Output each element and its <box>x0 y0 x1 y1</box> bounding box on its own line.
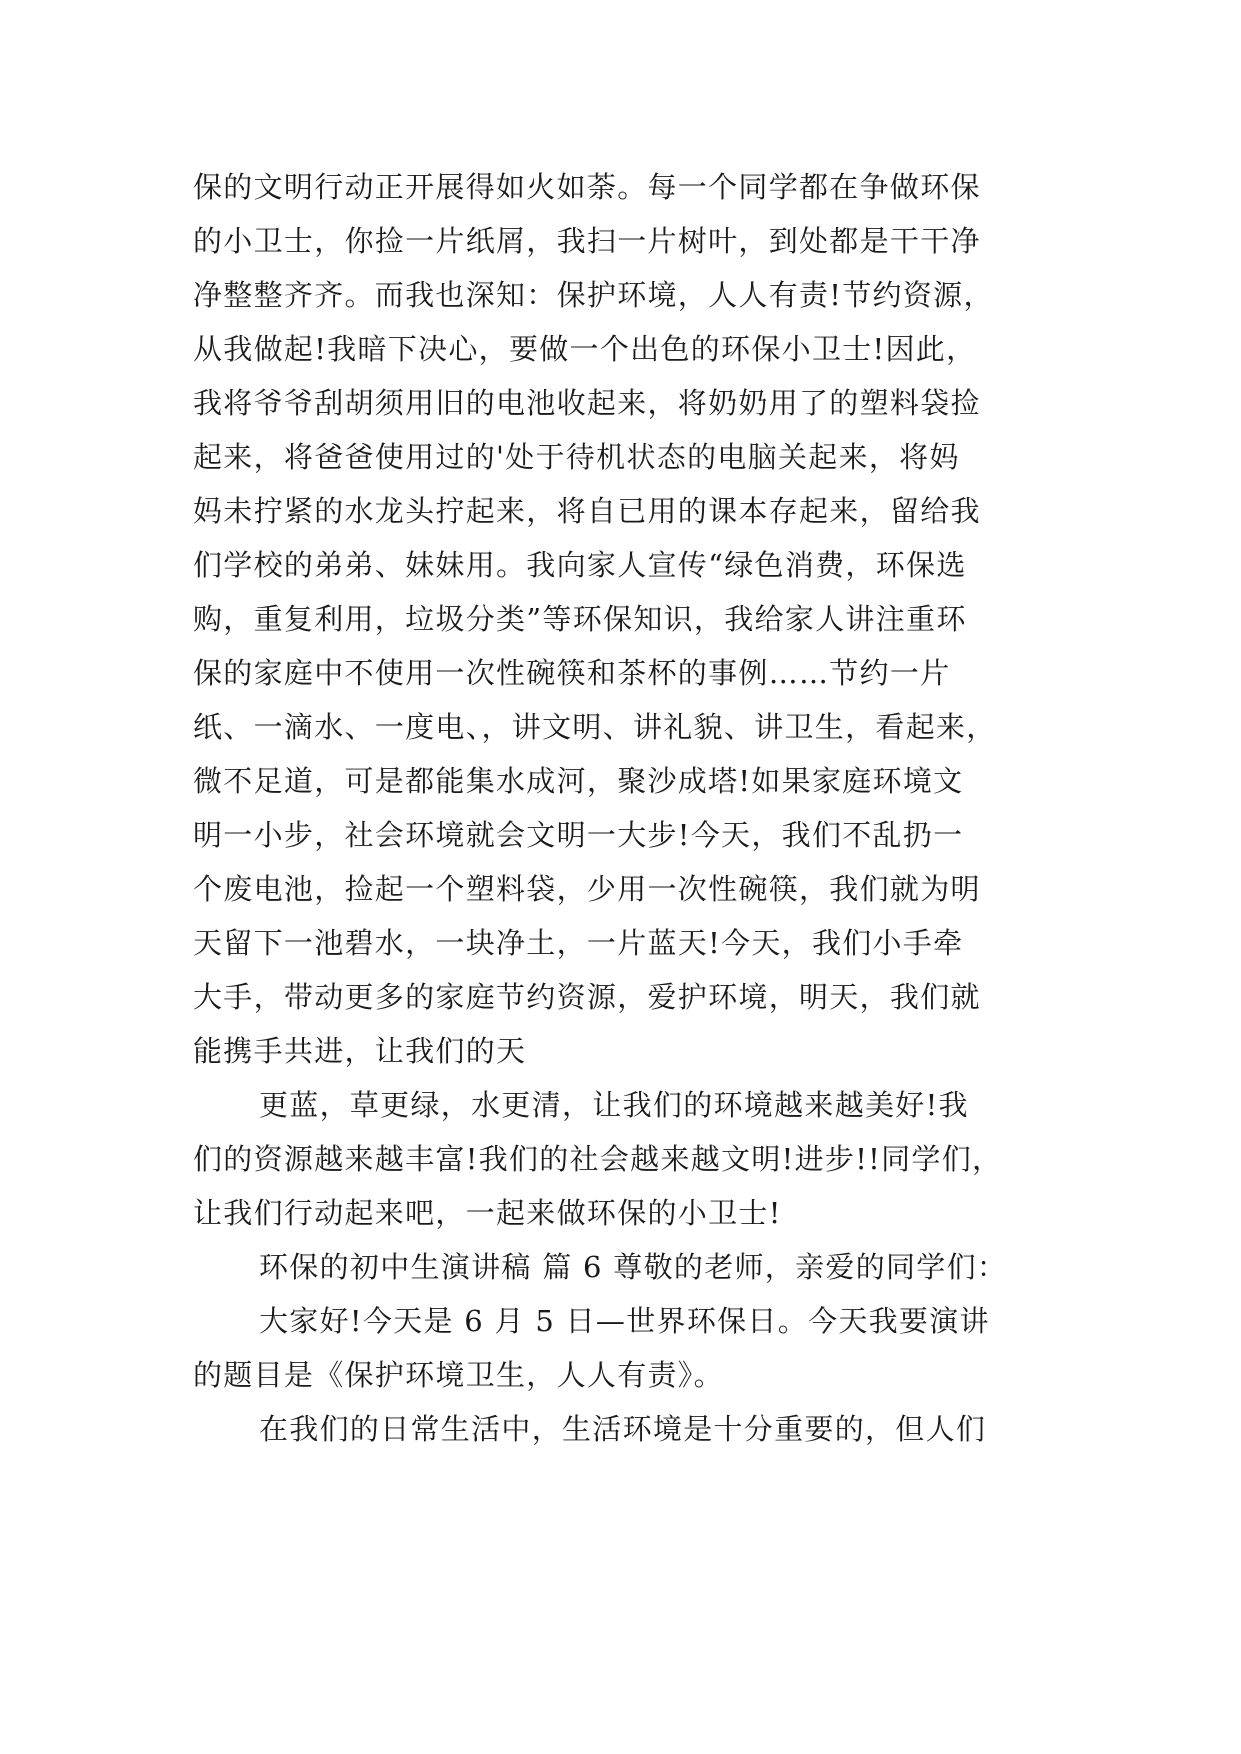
text-line: 起来，将爸爸使用过的'处于待机状态的电脑关起来，将妈 <box>193 440 960 474</box>
text-line: 大手，带动更多的家庭节约资源，爱护环境，明天，我们就 <box>193 980 981 1014</box>
text-line: 明一小步，社会环境就会文明一大步!今天，我们不乱扔一 <box>193 818 964 852</box>
section-heading-line: 环保的初中生演讲稿 篇 6 尊敬的老师，亲爱的同学们： <box>259 1250 1008 1284</box>
paragraph-start-line: 更蓝，草更绿，水更清，让我们的环境越来越美好!我 <box>259 1088 969 1122</box>
text-line: 我将爷爷刮胡须用旧的电池收起来，将奶奶用了的塑料袋捡 <box>193 386 981 420</box>
text-line: 保的家庭中不使用一次性碗筷和茶杯的事例……节约一片 <box>193 656 951 690</box>
text-line: 们学校的弟弟、妹妹用。我向家人宣传“绿色消费，环保选 <box>193 548 967 582</box>
paragraph-start-line: 在我们的日常生活中，生活环境是十分重要的，但人们 <box>259 1412 987 1446</box>
text-line: 净整整齐齐。而我也深知：保护环境，人人有责!节约资源， <box>193 278 994 312</box>
text-line: 保的文明行动正开展得如火如荼。每一个同学都在争做环保 <box>193 170 981 204</box>
text-line: 购，重复利用，垃圾分类”等环保知识，我给家人讲注重环 <box>193 602 967 636</box>
text-line: 妈未拧紧的水龙头拧起来，将自已用的课本存起来，留给我 <box>193 494 981 528</box>
text-line: 纸、一滴水、一度电、，讲文明、讲礼貌、讲卫生，看起来， <box>193 710 997 744</box>
text-line: 天留下一池碧水，一块净土，一片蓝天!今天，我们小手牵 <box>193 926 964 960</box>
text-line: 微不足道，可是都能集水成河，聚沙成塔!如果家庭环境文 <box>193 764 964 798</box>
text-line: 让我们行动起来吧，一起来做环保的小卫士! <box>193 1196 782 1230</box>
text-line: 们的资源越来越丰富!我们的社会越来越文明!进步!!同学们， <box>193 1142 1003 1176</box>
paragraph-start-line: 大家好!今天是 6 月 5 日—世界环保日。今天我要演讲 <box>259 1304 990 1338</box>
text-line: 的小卫士，你捡一片纸屑，我扫一片树叶，到处都是干干净 <box>193 224 981 258</box>
text-line: 能携手共进，让我们的天 <box>193 1034 527 1068</box>
document-body <box>193 160 1063 1456</box>
text-line: 个废电池，捡起一个塑料袋，少用一次性碗筷，我们就为明 <box>193 872 981 906</box>
text-line: 的题目是《保护环境卫生，人人有责》。 <box>193 1358 724 1392</box>
text-line: 从我做起!我暗下决心，要做一个出色的环保小卫士!因此， <box>193 332 977 366</box>
